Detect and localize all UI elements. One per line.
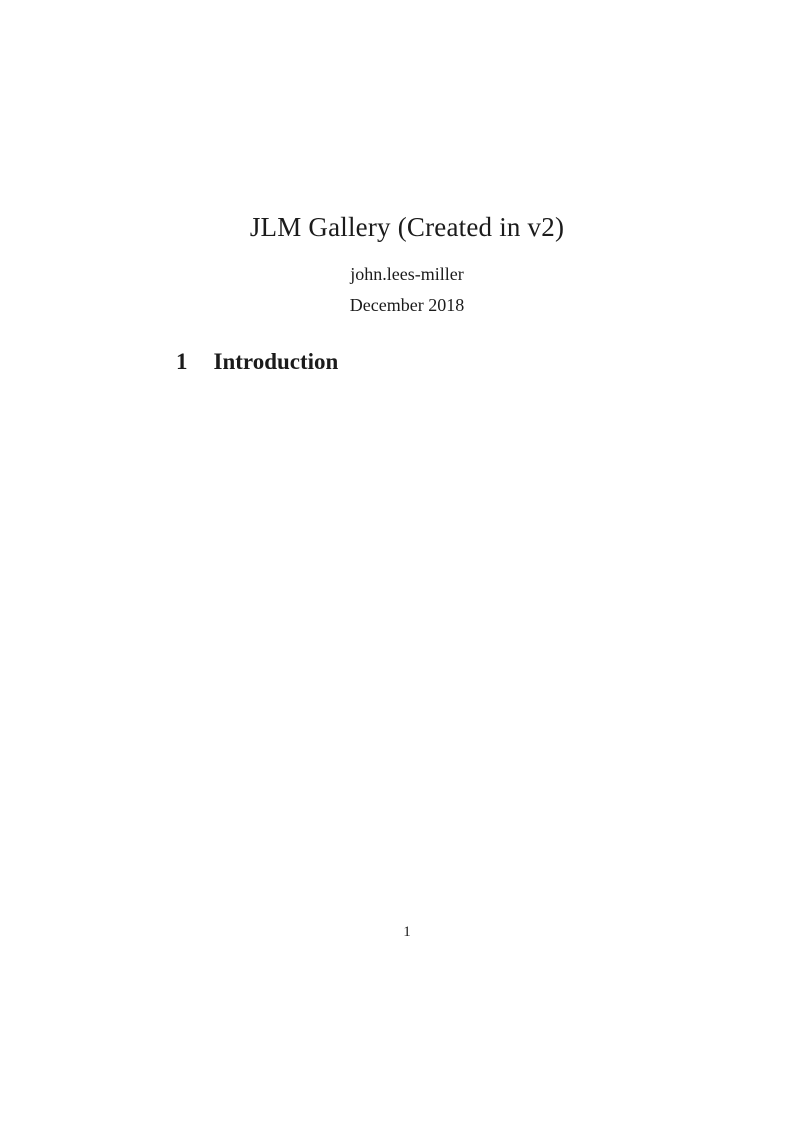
page-number: 1 bbox=[403, 924, 411, 940]
section-title: Introduction bbox=[213, 349, 339, 374]
section-heading-introduction bbox=[176, 350, 338, 373]
section-number: 1 bbox=[176, 349, 188, 374]
document-title: JLM Gallery (Created in v2) bbox=[249, 212, 565, 242]
document-date: December 2018 bbox=[349, 295, 465, 315]
document-author: john.lees-miller bbox=[350, 264, 464, 284]
